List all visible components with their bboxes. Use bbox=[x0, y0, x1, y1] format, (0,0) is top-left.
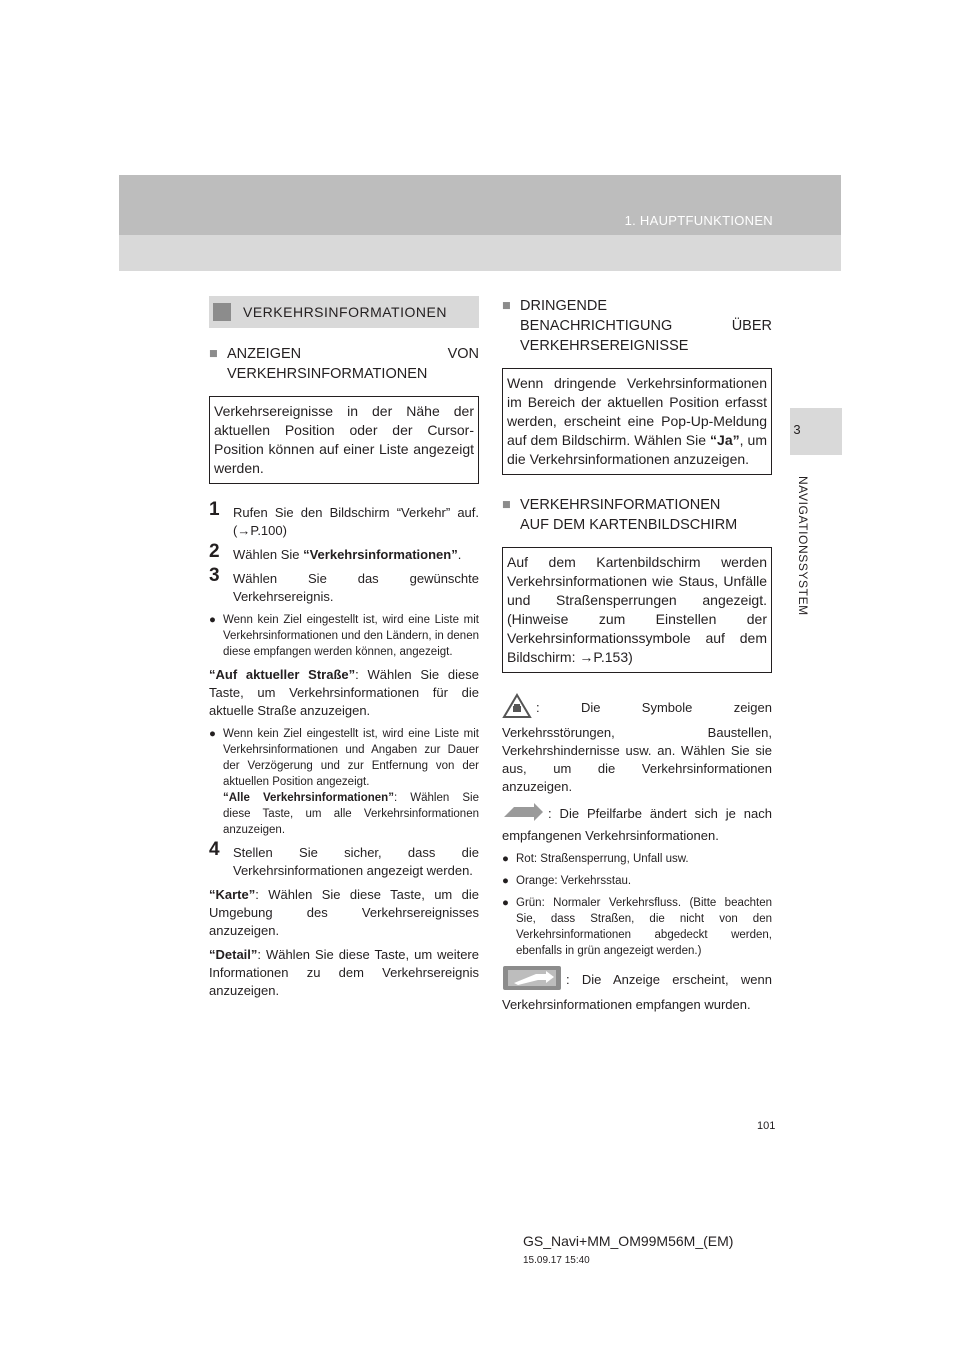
chapter-side-title bbox=[790, 476, 810, 626]
subheading-dringende bbox=[502, 296, 772, 356]
paragraph-keyword: “Karte” bbox=[209, 887, 256, 902]
step-2 bbox=[209, 541, 479, 564]
dot-bullet-icon: ● bbox=[209, 614, 216, 626]
chapter-number-tab bbox=[790, 408, 842, 455]
info-box bbox=[502, 368, 772, 475]
note-item bbox=[209, 726, 479, 838]
paragraph-keyword: “Detail” bbox=[209, 947, 258, 962]
dot-bullet-icon: ● bbox=[502, 853, 509, 865]
chapter-header-title: 1. HAUPTFUNKTIONEN bbox=[624, 213, 773, 228]
subheading-kartenbildschirm bbox=[502, 495, 772, 535]
note-text: Wenn kein Ziel eingestellt ist, wird eine Liste mit Verkehrsinformationen und den Ländern, in denen diese empfangen werden können, angezeigt. bbox=[223, 614, 479, 658]
paragraph-auf-aktueller-strasse bbox=[209, 666, 479, 720]
color-item bbox=[502, 873, 772, 889]
step-number: 1 bbox=[209, 499, 220, 520]
info-box: Verkehrsereignisse in der Nähe der aktuellen Position oder der Cursor-Position können auf einer Liste angezeigt werden. bbox=[209, 396, 479, 484]
note-text: : Wählen Sie diese Taste, um alle Verkehrsinformationen anzuzeigen. bbox=[223, 792, 480, 836]
subheading-anzeigen bbox=[209, 344, 479, 384]
paragraph-text: : Wählen Sie diese Taste, um die Umgebung des Verkehrsereignisses anzuzeigen. bbox=[209, 887, 479, 938]
subheading-word: VON bbox=[447, 346, 479, 362]
footer-date: 15.09.17 15:40 bbox=[523, 1255, 590, 1266]
square-bullet-icon: ■ bbox=[502, 497, 511, 513]
paragraph-detail bbox=[209, 946, 479, 1000]
box-text: Wenn dringende Verkehrsinformationen im Bereich der aktuellen Position erfasst werden, erscheint eine Pop-Up-Meldung auf dem Bildschirm. Wählen Sie bbox=[507, 375, 767, 448]
paragraph-text: : Wählen Sie diese Taste, um weitere Informationen zu dem Verkehrsereignis anzuzeigen. bbox=[209, 947, 479, 998]
color-item bbox=[502, 851, 772, 867]
dot-bullet-icon: ● bbox=[209, 728, 216, 740]
step-text: Wählen Sie bbox=[233, 547, 304, 562]
step-text: . bbox=[457, 547, 462, 562]
subheading-word: BENACHRICHTIGUNG bbox=[520, 318, 673, 334]
color-item-text: Rot: Straßensperrung, Unfall usw. bbox=[516, 853, 689, 865]
subheading-line: VERKEHRSEREIGNISSE bbox=[520, 338, 689, 354]
section-marker-square bbox=[213, 303, 231, 321]
step-number: 4 bbox=[209, 839, 220, 860]
traffic-arrow-icon bbox=[502, 802, 544, 827]
header-band bbox=[119, 175, 841, 271]
chapter-side-title-text: NAVIGATIONSSYSTEM bbox=[796, 476, 810, 616]
note-item bbox=[209, 612, 479, 660]
step-text: Rufen Sie den Bildschirm “Verkehr” auf. (→P.100) bbox=[233, 505, 479, 538]
square-bullet-icon: ■ bbox=[209, 346, 218, 362]
step-keyword: “Verkehrsinformationen” bbox=[303, 547, 458, 562]
section-title: VERKEHRSINFORMATIONEN bbox=[243, 304, 447, 320]
right-column bbox=[502, 296, 772, 1020]
box-keyword: “Ja” bbox=[710, 432, 740, 448]
paragraph-text: : Wählen Sie diese Taste, um Verkehrsinformationen für die aktuelle Straße anzuzeigen. bbox=[209, 667, 479, 718]
subheading-word: ANZEIGEN bbox=[227, 346, 302, 362]
step-number: 3 bbox=[209, 565, 220, 586]
subheading-word: ÜBER bbox=[731, 318, 772, 334]
page-number: 101 bbox=[757, 1120, 776, 1132]
subheading-line: VERKEHRSINFORMATIONEN bbox=[520, 497, 721, 513]
dot-bullet-icon: ● bbox=[502, 897, 509, 909]
step-1 bbox=[209, 499, 479, 540]
chapter-number: 3 bbox=[793, 422, 801, 437]
section-title-bar bbox=[209, 296, 479, 328]
left-column bbox=[209, 296, 479, 1006]
step-3 bbox=[209, 565, 479, 606]
traffic-received-icon bbox=[502, 965, 562, 996]
color-item-text: Orange: Verkehrsstau. bbox=[516, 875, 632, 887]
note-text: Wenn kein Ziel eingestellt ist, wird eine Liste mit Verkehrsinformationen und Angaben zur Dauer der Verzögerung und zur Entfernung von der aktuellen Position angezeigt. bbox=[223, 728, 479, 788]
icon-description-arrow bbox=[502, 802, 772, 845]
paragraph-karte bbox=[209, 886, 479, 940]
info-box: Auf dem Kartenbildschirm werden Verkehrsinformationen wie Staus, Unfälle und Straßensperrungen angezeigt. (Hinweise zum Einstellen der Verkehrsinformationssymbole auf dem Bildschirm: →P.153) bbox=[502, 547, 772, 673]
dot-bullet-icon: ● bbox=[502, 875, 509, 887]
step-4 bbox=[209, 839, 479, 880]
footer-code: GS_Navi+MM_OM99M56M_(EM) bbox=[523, 1233, 734, 1249]
paragraph-keyword: “Auf aktueller Straße” bbox=[209, 667, 356, 682]
step-number: 2 bbox=[209, 541, 220, 562]
icon-description-text: : Die Symbole zeigen Verkehrsstörungen, Baustellen, Verkehrshindernisse usw. an. Wählen Sie sie aus, um die Verkehrsinformationen anzuzeigen. bbox=[502, 699, 772, 794]
color-item-text: Grün: Normaler Verkehrsfluss. (Bitte beachten Sie, dass Straßen, die nicht von den Verkehrsinformationen abgedeckt werden, ebenfalls in grün angezeigt werden.) bbox=[516, 897, 772, 957]
icon-description-text: : Die Anzeige erscheint, wenn Verkehrsinformationen empfangen wurden. bbox=[502, 971, 772, 1012]
square-bullet-icon: ■ bbox=[502, 298, 511, 314]
note-keyword: “Alle Verkehrsinformationen” bbox=[223, 792, 394, 804]
icon-description-text: : Die Pfeilfarbe ändert sich je nach empfangenen Verkehrsinformationen. bbox=[502, 805, 772, 843]
subheading-line: AUF DEM KARTENBILDSCHIRM bbox=[520, 517, 738, 533]
subheading-line: DRINGENDE bbox=[520, 298, 608, 314]
step-text: Stellen Sie sicher, dass die Verkehrsinformationen angezeigt werden. bbox=[233, 845, 479, 878]
icon-description-traffic-symbol bbox=[502, 693, 772, 796]
box-text: , um die Verkehrsinformationen anzuzeigen. bbox=[507, 432, 767, 467]
traffic-warning-icon bbox=[502, 693, 532, 724]
step-text: Wählen Sie das gewünschte Verkehrsereignis. bbox=[233, 571, 479, 604]
subheading-line: VERKEHRSINFORMATIONEN bbox=[227, 366, 428, 382]
icon-description-traffic-received bbox=[502, 965, 772, 1014]
color-item bbox=[502, 895, 772, 959]
